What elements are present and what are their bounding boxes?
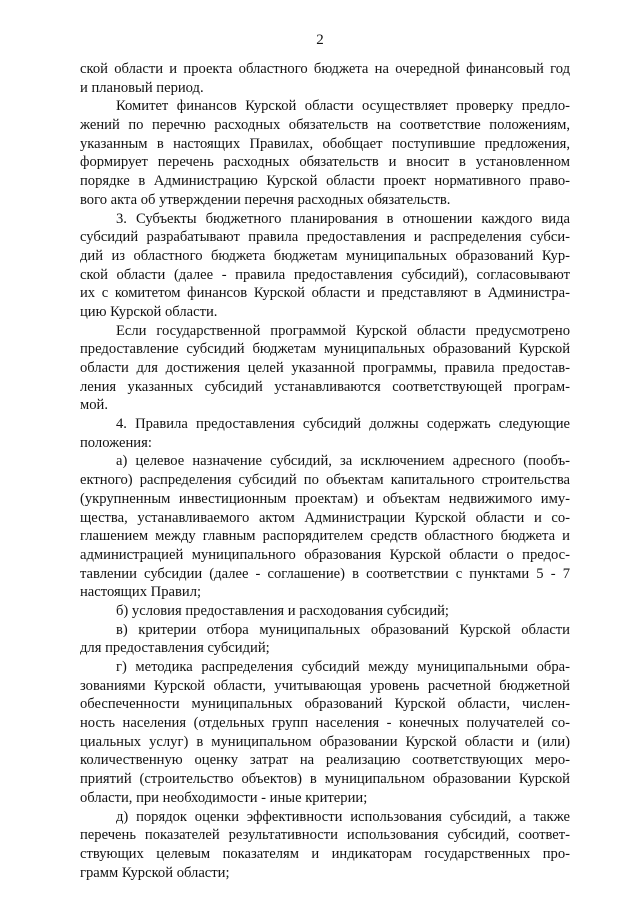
text-line: в) критерии отбора муниципальных образований Курской области — [116, 621, 570, 638]
document-body — [80, 60, 570, 882]
text-line: порядке в Администрацию Курской области проект нормативного право- — [80, 173, 570, 190]
text-line: области, при необходимости - иные критерии; — [80, 789, 368, 806]
text-line: 4. Правила предоставления субсидий должны содержать следующие — [116, 416, 570, 433]
text-line: жений по перечню расходных обязательств на соответствие положениям, — [80, 117, 570, 134]
text-line: вого акта об утверждении перечня расходных обязательств. — [80, 191, 451, 208]
text-line: грамм Курской области; — [80, 864, 230, 881]
text-line: дий из областного бюджета бюджетам муниципальных образований Кур- — [80, 247, 570, 264]
text-line: 3. Субъекты бюджетного планирования в отношении каждого вида — [116, 210, 570, 227]
text-line: тавлении субсидии (далее - соглашение) в соответствии с пунктами 5 - 7 — [80, 565, 570, 582]
text-line: положения: — [80, 434, 152, 451]
text-line: настоящих Правил; — [80, 584, 202, 601]
text-line: зованиями Курской области, учитывающая уровень расчетной бюджетной — [80, 677, 570, 694]
text-line: обеспеченности муниципальных образований Курской области, числен- — [80, 696, 570, 713]
text-line: администрацией муниципального образования Курской области о предос- — [80, 546, 570, 563]
text-line: щества, устанавливаемого актом Администрации Курской области и со- — [80, 509, 570, 526]
text-line: указанным в настоящих Правилах, обобщает поступившие предложения, — [80, 135, 570, 152]
text-line: ектного) распределения субсидий по объектам капитального строительства — [80, 472, 570, 489]
text-line: циальных услуг) в муниципальном образовании Курской области и (или) — [80, 733, 570, 750]
text-line: цию Курской области. — [80, 303, 218, 320]
text-line: ствующих целевым показателям и индикаторам государственных про- — [80, 845, 570, 862]
page-number: 2 — [316, 32, 324, 48]
text-line: предоставление субсидий бюджетам муниципальных образований Курской — [80, 341, 570, 358]
text-line: ской области (далее - правила предоставления субсидий), согласовывают — [80, 266, 570, 283]
text-line: и плановый период. — [80, 79, 204, 96]
text-line: мой. — [80, 397, 108, 414]
text-line: глашением между главным распорядителем средств областного бюджета и — [80, 528, 570, 545]
text-line: д) порядок оценки эффективности использования субсидий, а также — [116, 808, 570, 825]
text-line: Если государственной программой Курской области предусмотрено — [116, 322, 570, 339]
text-line: ской области и проекта областного бюджета на очередной финансовый год — [80, 61, 570, 77]
text-line: г) методика распределения субсидий между муниципальными обра- — [116, 659, 570, 675]
text-line: б) условия предоставления и расходования субсидий; — [116, 602, 449, 619]
text-line: субсидий разрабатывают правила предоставления и распределения субси- — [80, 229, 570, 246]
text-line: области для достижения целей указанной программы, правила предостав- — [80, 360, 570, 376]
text-line: (укрупненным инвестиционным проектам) и объектам недвижимого иму- — [80, 490, 570, 507]
text-line: их с комитетом финансов Курской области и представляют в Администра- — [80, 285, 570, 302]
text-line: а) целевое назначение субсидий, за исключением адресного (пообъ- — [116, 453, 570, 470]
text-line: ления указанных субсидий устанавливаются соответствующей програм- — [80, 378, 570, 395]
text-line: Комитет финансов Курской области осуществляет проверку предло- — [116, 98, 570, 115]
text-line: для предоставления субсидий; — [80, 640, 270, 657]
text-line: ность населения (отдельных групп населения - конечных получателей со- — [80, 715, 570, 732]
text-line: приятий (строительство объектов) в муниципальном образовании Курской — [80, 771, 570, 788]
text-line: формирует перечень расходных обязательств и вносит в установленном — [80, 154, 570, 171]
text-line: перечень показателей результативности использования субсидий, соответ- — [80, 827, 570, 844]
text-line: количественную оценку затрат на реализацию соответствующих меро- — [80, 752, 570, 769]
